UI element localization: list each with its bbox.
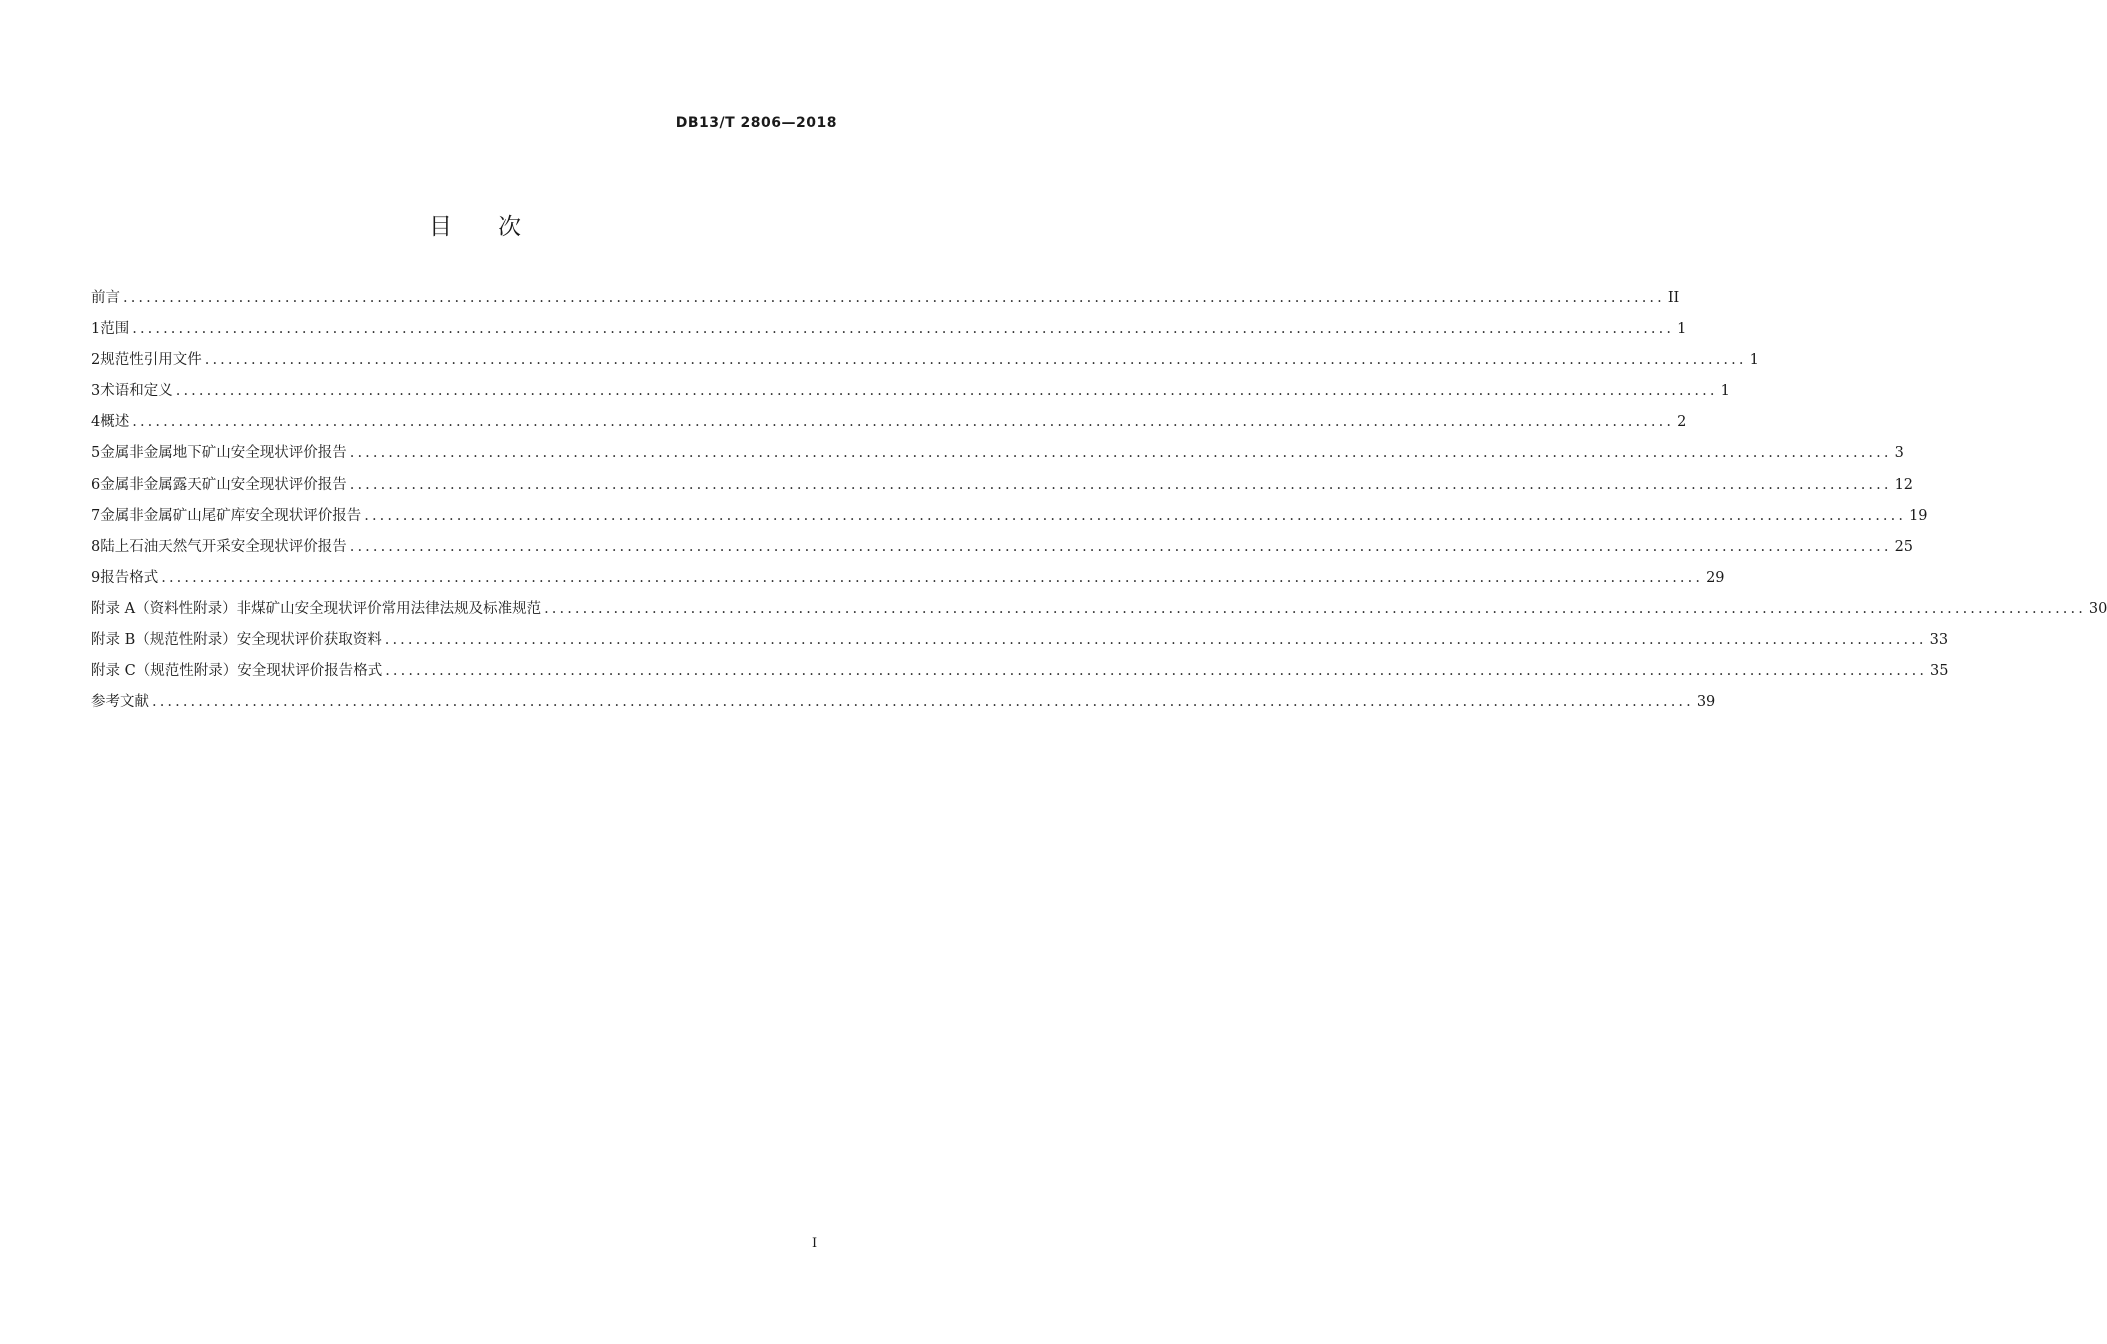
dot-leader: ........................................................................................................................................................................................................ xyxy=(132,414,1675,431)
dot-leader: ........................................................................................................................................................................................................ xyxy=(349,476,1892,493)
toc-entry-page: II xyxy=(1667,290,1680,306)
dot-leader: ........................................................................................................................................................................................................ xyxy=(364,507,1907,524)
toc-entry-bibliography[interactable] xyxy=(91,690,1716,721)
toc-entry-label: 报告格式 xyxy=(100,569,159,586)
dot-leader: ........................................................................................................................................................................................................ xyxy=(123,290,1665,306)
toc-entry-label: 金属非金属矿山尾矿库安全现状评价报告 xyxy=(100,507,362,524)
toc-entry-label: 金属非金属露天矿山安全现状评价报告 xyxy=(100,476,347,493)
toc-entry-page: 1 xyxy=(1749,352,1759,369)
toc-entry-label: 参考文献 xyxy=(91,694,149,711)
toc-entry-page: 3 xyxy=(1894,445,1904,462)
toc-entry-number: 5 xyxy=(91,445,101,462)
toc-entry-appendix-b[interactable] xyxy=(91,628,1949,659)
toc-entry-tailings-pond[interactable] xyxy=(91,504,1928,535)
toc-entry-scope[interactable] xyxy=(91,317,1687,348)
toc-entry-page: 33 xyxy=(1929,632,1949,649)
toc-entry-page: 19 xyxy=(1909,507,1928,524)
toc-entry-label: 范围 xyxy=(100,321,130,338)
toc-entry-page: 29 xyxy=(1706,569,1725,586)
toc-entry-appendix-a[interactable] xyxy=(91,597,2107,628)
toc-entry-page: 1 xyxy=(1720,383,1730,400)
page-number: I xyxy=(812,1236,818,1251)
document-number: DB13/T 2806—2018 xyxy=(675,115,837,131)
toc-entry-page: 30 xyxy=(2088,600,2107,617)
toc-entry-number: 7 xyxy=(91,507,101,524)
toc-entry-number: 6 xyxy=(91,476,101,493)
dot-leader: ........................................................................................................................................................................................................ xyxy=(204,352,1747,369)
toc-entry-number: 4 xyxy=(91,414,101,431)
toc-entry-label: 术语和定义 xyxy=(100,383,173,400)
toc-entry-label: 安全现状评价获取资料 xyxy=(236,632,382,649)
toc-entry-oil-gas[interactable] xyxy=(91,535,1914,566)
dot-leader: ........................................................................................................................................................................................................ xyxy=(152,694,1694,711)
toc-entry-page: 39 xyxy=(1696,694,1716,711)
toc-entry-label: 非煤矿山安全现状评价常用法律法规及标准规范 xyxy=(236,600,542,617)
toc-entry-label: 陆上石油天然气开采安全现状评价报告 xyxy=(100,538,347,555)
toc-entry-appendix-c[interactable] xyxy=(91,659,1949,690)
toc-entry-label: 规范性引用文件 xyxy=(100,352,202,369)
toc-entry-number: 附录 A（资料性附录） xyxy=(91,600,237,617)
page-title: 目次 xyxy=(429,214,567,240)
toc-entry-foreword[interactable] xyxy=(91,286,1680,317)
dot-leader: ........................................................................................................................................................................................................ xyxy=(384,632,1927,649)
toc-entry-page: 2 xyxy=(1677,414,1687,431)
toc-entry-label: 金属非金属地下矿山安全现状评价报告 xyxy=(100,445,347,462)
toc-entry-number: 1 xyxy=(91,321,101,338)
toc-entry-terms[interactable] xyxy=(91,379,1730,410)
dot-leader: ........................................................................................................................................................................................................ xyxy=(544,600,2086,617)
toc-entry-normative-references[interactable] xyxy=(91,348,1759,379)
toc-entry-label: 概述 xyxy=(100,414,130,431)
toc-entry-number: 3 xyxy=(91,383,101,400)
dot-leader: ........................................................................................................................................................................................................ xyxy=(175,383,1718,400)
toc-entry-report-format[interactable] xyxy=(91,566,1725,597)
toc-entry-number: 9 xyxy=(91,569,101,586)
toc-entry-page: 35 xyxy=(1930,663,1949,680)
toc-entry-label: 前言 xyxy=(91,290,120,306)
dot-leader: ........................................................................................................................................................................................................ xyxy=(161,569,1704,586)
toc-entry-number: 附录 C（规范性附录） xyxy=(91,663,238,680)
dot-leader: ........................................................................................................................................................................................................ xyxy=(349,445,1892,462)
toc-entry-page: 25 xyxy=(1894,538,1914,555)
table-of-contents xyxy=(91,286,2107,721)
toc-entry-label: 安全现状评价报告格式 xyxy=(237,663,383,680)
toc-entry-page: 12 xyxy=(1894,476,1914,493)
toc-entry-page: 1 xyxy=(1677,321,1687,338)
toc-entry-number: 附录 B（规范性附录） xyxy=(91,632,237,649)
dot-leader: ........................................................................................................................................................................................................ xyxy=(349,538,1892,555)
toc-entry-number: 8 xyxy=(91,538,101,555)
dot-leader: ........................................................................................................................................................................................................ xyxy=(132,321,1675,338)
toc-entry-number: 2 xyxy=(91,352,101,369)
dot-leader: ........................................................................................................................................................................................................ xyxy=(385,663,1928,680)
toc-entry-open-pit-mine[interactable] xyxy=(91,473,1914,504)
toc-entry-underground-mine[interactable] xyxy=(91,441,1904,472)
toc-entry-overview[interactable] xyxy=(91,410,1687,441)
